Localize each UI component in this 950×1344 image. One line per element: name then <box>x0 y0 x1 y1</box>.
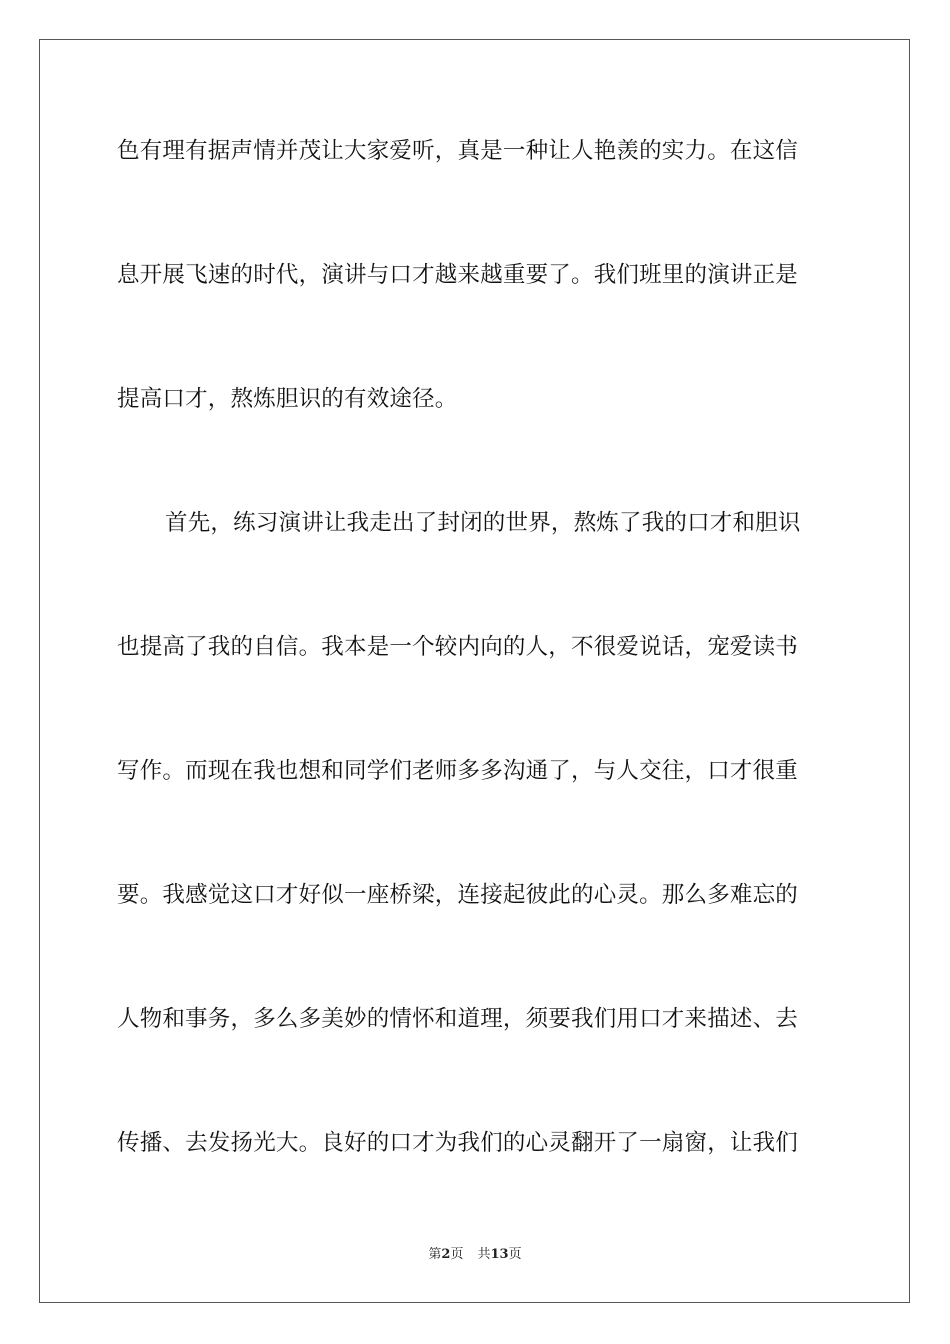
body-text-line-1: 色有理有据声情并茂让大家爱听，真是一种让人艳羡的实力。在这信 <box>117 138 799 164</box>
page-footer <box>0 1246 950 1264</box>
page-number: 2 <box>441 1247 451 1262</box>
total-prefix: 共 <box>477 1247 491 1262</box>
body-text-line-2: 息开展飞速的时代，演讲与口才越来越重要了。我们班里的演讲正是 <box>117 262 799 288</box>
page-suffix: 页 <box>450 1247 464 1262</box>
body-text-line-8: 人物和事务，多么多美妙的情怀和道理，须要我们用口才来描述、去 <box>117 1006 799 1032</box>
body-text-line-3: 提高口才，熬炼胆识的有效途径。 <box>117 386 458 412</box>
page-prefix: 第 <box>428 1247 442 1262</box>
body-text-line-7: 要。我感觉这口才好似一座桥梁，连接起彼此的心灵。那么多难忘的 <box>117 882 799 908</box>
body-text-line-9: 传播、去发扬光大。良好的口才为我们的心灵翻开了一扇窗，让我们 <box>117 1130 799 1156</box>
total-pages: 13 <box>490 1247 509 1262</box>
body-text-line-5: 也提高了我的自信。我本是一个较内向的人，不很爱说话，宠爱读书 <box>117 634 799 660</box>
body-text-line-6: 写作。而现在我也想和同学们老师多多沟通了，与人交往，口才很重 <box>117 758 799 784</box>
page-border <box>39 39 910 1303</box>
total-suffix: 页 <box>508 1247 522 1262</box>
paragraph-first-line: 首先，练习演讲让我走出了封闭的世界，熬炼了我的口才和胆识 <box>165 510 801 536</box>
